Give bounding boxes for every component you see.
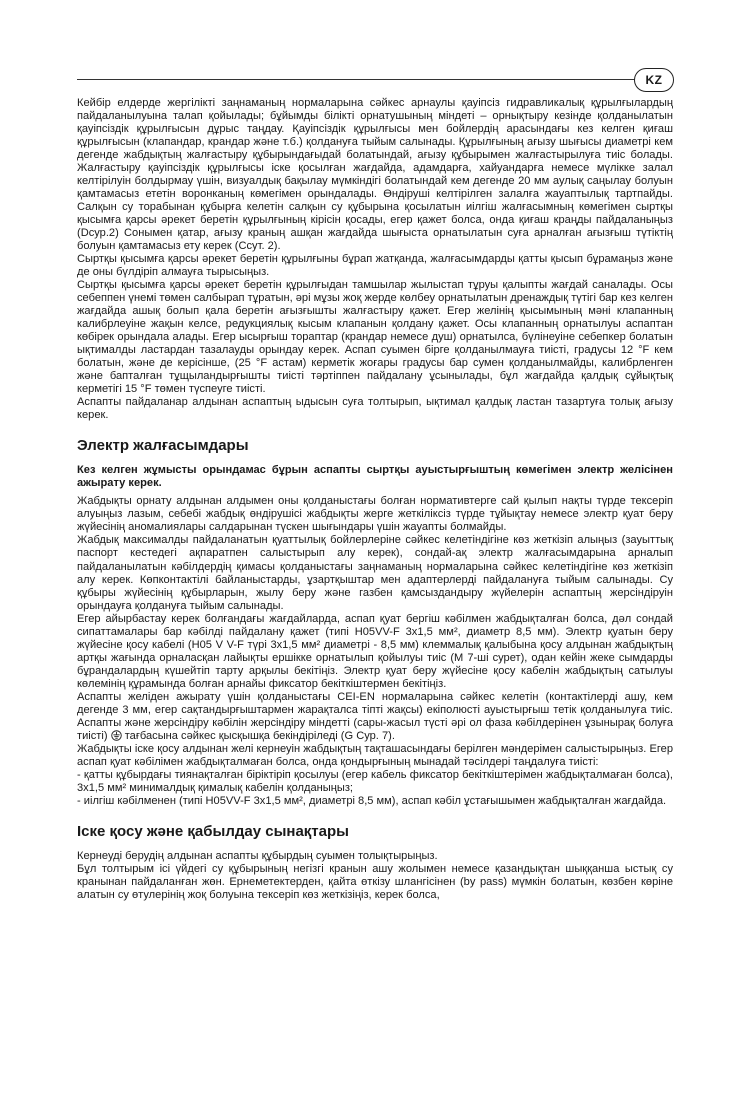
paragraph-text: Аспапты желіден ажырату үшін қолданыстағы CEI-EN нормаларына сәйкес келетін (контактілерді ашу, кем дегенде 3 мм, егер сақтандырғыштармен жарақталса тіпті жақсы) екіполюсті ауыстырғыш тетік қолданылуға тиіс. Аспапты және жерсіндіру кәбілін жерсіндіру міндетті (сары-жасыл түсті әрі ол фаза кәбілдерінен ұзынырақ болуға тиісті) [77,690,673,742]
paragraph: Аспапты пайдаланар алдынан аспаптың ыдысын суға толтырып, ықтимал қалдық ластан тазартуға толық ағызу керек. [77,396,673,422]
paragraph: Сыртқы қысымға қарсы әрекет беретін құрылғыны бұрап жатқанда, жалғасымдарды қатты қысып бұрамаңыз және де оны бүлдіріп алмауға тырысыңыз. [77,253,673,279]
list-item: - иілгіш кәбілменен (типі H05VV-F 3x1,5 мм², диаметрі 8,5 мм), аспап кәбіл ұстағышымен жабдықталған жағдайда. [77,794,667,807]
page-content [77,97,673,902]
electric-connections-section [77,437,673,807]
paragraph: Кейбір елдерде жергілікті заңнаманың нормаларына сәйкес арнаулы қауіпсіз гидравликалық құрылғылардың пайдаланылуына талап қойылады; бұйымды білікті орнатушының міндеті – орнықтыру кезінде қолданылатын қауіпсіздік құрылғысын дұрыс таңдау. Қауіпсіздік құрылғысы мен бойлердің арасындағы кез келген қиғаш құрылғысын (клапандар, крандар және т.б.) қолдануға тыйым салынады. Құрылғының ағызу шығысы диаметрі кем дегенде жабдықтың жалғастыру құбырындағыдай болатындай, ағызу құбырымен жалғастырылуға тиіс болады. Жалғастыру қауіпсіздік құрылғысы іске қосылған жағдайда, адамдарға, хайуандарға немесе мүлікке залал келтірілуін болдырмау үшін, визуалдық бақылау мүмкіндігі болатындай кем дегенде 20 мм аулық саңылау болуын қамтамасыз ететін воронканың көмегімен орындалады. Өндіруші келтірілген залалға жауаптылық тартпайды. Салқын су торабынан құбырға келетін салқын су құбырына қосылатын иілгіш жалғасымның көмегімен сыртқы қысымға қарсы әрекет беретін құрылғының кірісін қосады, егер қажет болса, онда қиғаш краңды пайдаланыңыз (Dсур.2) Сонымен қатар, ағызу краның ашқан жағдайда шығыста орнатылатын суға арналған ағызғыш түтіктің болуын қамтамасыз ету керек (Ссут. 2). [77,97,673,253]
paragraph: Жабдықты іске қосу алдынан желі кернеуін жабдықтың тақташасындағы берілген мәндерімен салыстырыңыз. Егер аспап қуат кәбілімен жабдықталмаған болса, онда қондырғының мынадай тәсілдері таңдалуға тиісті: [77,742,673,768]
paragraph: Жабдықты орнату алдынан алдымен оны қолданыстағы болған нормативтерге сай қылып нақты түрде тексеріп алуыңыз лазым, себебі жабдық өндірушісі жабдықты жерге жеткіліксіз түрде тұйықтау немесе электр қуат беру жүйесінің аномалиялары салдарынан түскен шығындары үшін жауапты болмайды. [77,495,673,534]
section-title: Іске қосу және қабылдау сынақтары [77,822,349,840]
paragraph: Кернеуді берудің алдынан аспапты құбырдың суымен толықтырыңыз. [77,849,438,862]
section-title: Электр жалғасымдары [77,437,249,455]
warning-text: Кез келген жұмысты орындамас бұрын аспапты сыртқы ауыстырғыштың көмегімен электр желісінен ажырату керек. [77,464,673,490]
language-badge: KZ [634,68,674,92]
header-rule [77,79,641,80]
paragraph: Бұл толтырым ісі үйдегі су құбырының негізгі кранын ашу жолымен немесе қазандықтан шыққанша ыстық су кранынан пайдаланған жөн. Ернеметектерден, қайта өткізу шлангісінен (by pass) мүмкін болатын, көзбен көріне алатын су өтулерінің жоқ болуына тексеріп көз жеткізіңіз, керек болса, [77,862,673,901]
startup-section [77,823,673,902]
paragraph: Жабдық максималды пайдаланатын қуаттылық бойлерлеріне сәйкес келетіндігіне көз жеткізіп алыңыз (зауыттық паспорт кестедегі ақпаратпен салыстырып алу керек), сондай-ақ электр жалғасымдарына арналып пайдаланылатын кәбілдердің қимасы қолданыстағы заңнаманың нормаларына сәйкес келетіндігіне көз жеткізіп алу керек. Көпконтактілі байланыстарды, ұзартқыштар мен адаптерлерді пайдалануға тыйым салынады. Су құбыры жүйесінің құбырларын, жылу беру және газбен қамсыздандыру жүйелерін аспаптың жерсіндіруін орындауға қолдануға тыйым салынады. [77,534,673,612]
paragraph: Егер айырбастау керек болғандағы жағдайларда, аспап қуат бергіш кәбілмен жабдықталған болса, дәл сондай сипаттамалары бар кәбілді пайдалану қажет (типі H05VV-F 3x1,5 мм², диаметр 8,5 мм). Электр қуатын беру жүйесіне қосу кабелі (H05 V V-F түрі 3x1,5 мм² диаметрі - 8,5 мм) клеммалық қалыбына қосу алдынан жабдықтың артқы жағында орналасқан лайықты ершікке орнатылып қойылуы тиіс (M 7-ші сурет), одан кейін жеке сымдарды бұрандалардың күшейтіп тарту арқылы бекітіңіз. Электр қуат беру жүйесіне қосу кабелін жабдықтың сатылуы көлемінің құрамында болған арнайы фиксатор бекіткіштермен бекітіңіз. [77,612,673,690]
list-item: - қатты құбырдағы тиянақталған біріктіріп қосылуы (егер кабель фиксатор бекіткіштерімен жабдықталмаған болса), 3х1,5 мм² минималдық қималық кабелін қолданыңыз; [77,768,673,794]
ground-icon [111,730,122,741]
water-connections-section [77,97,673,422]
paragraph [77,691,673,743]
paragraph: Сыртқы қысымға қарсы әрекет беретін құрылғыдан тамшылар жылыстап тұруы қалыпты жағдай саналады. Осы себеппен үнемі төмен салбырап тұратын, әрі мұзы жоқ жерде көлбеу орнатылатын дренаждық түтігі бар кез келген жағдайда ашық болып қала беретін ағызғышты жалғастыру қажет. Егер желінің қысымының мәні клапанның калибрлеуіне жақын келсе, редукциялық кысым клапанын қолдану қажет. Осы клапанның орнатылуы аспаптан көбірек орындала алады. Егер ысырғыш тораптар (крандар немесе душ) орнатылса, бүлінеуіне себепкер болатын ықтималды ластардан тазалауды орындау керек. Аспап суымен бірге қолданылмауға тиісті, градусы 12 °F кем болатын, және де керісінше, (25 °F астам) керметік жоғары градусы бар сумен қолданылмайды, калибрленген және бапталған тұщыландырғышты тиісті тәртіппен пайдалану ұсынылады, бұл жағдайда қалдық сұйықтық керметігі 15 °F төмен түспеуге тиісті. [77,279,673,396]
paragraph-text: тағбасына сәйкес қысқышқа бекіндіріледі (G Сур. 7). [124,729,395,742]
